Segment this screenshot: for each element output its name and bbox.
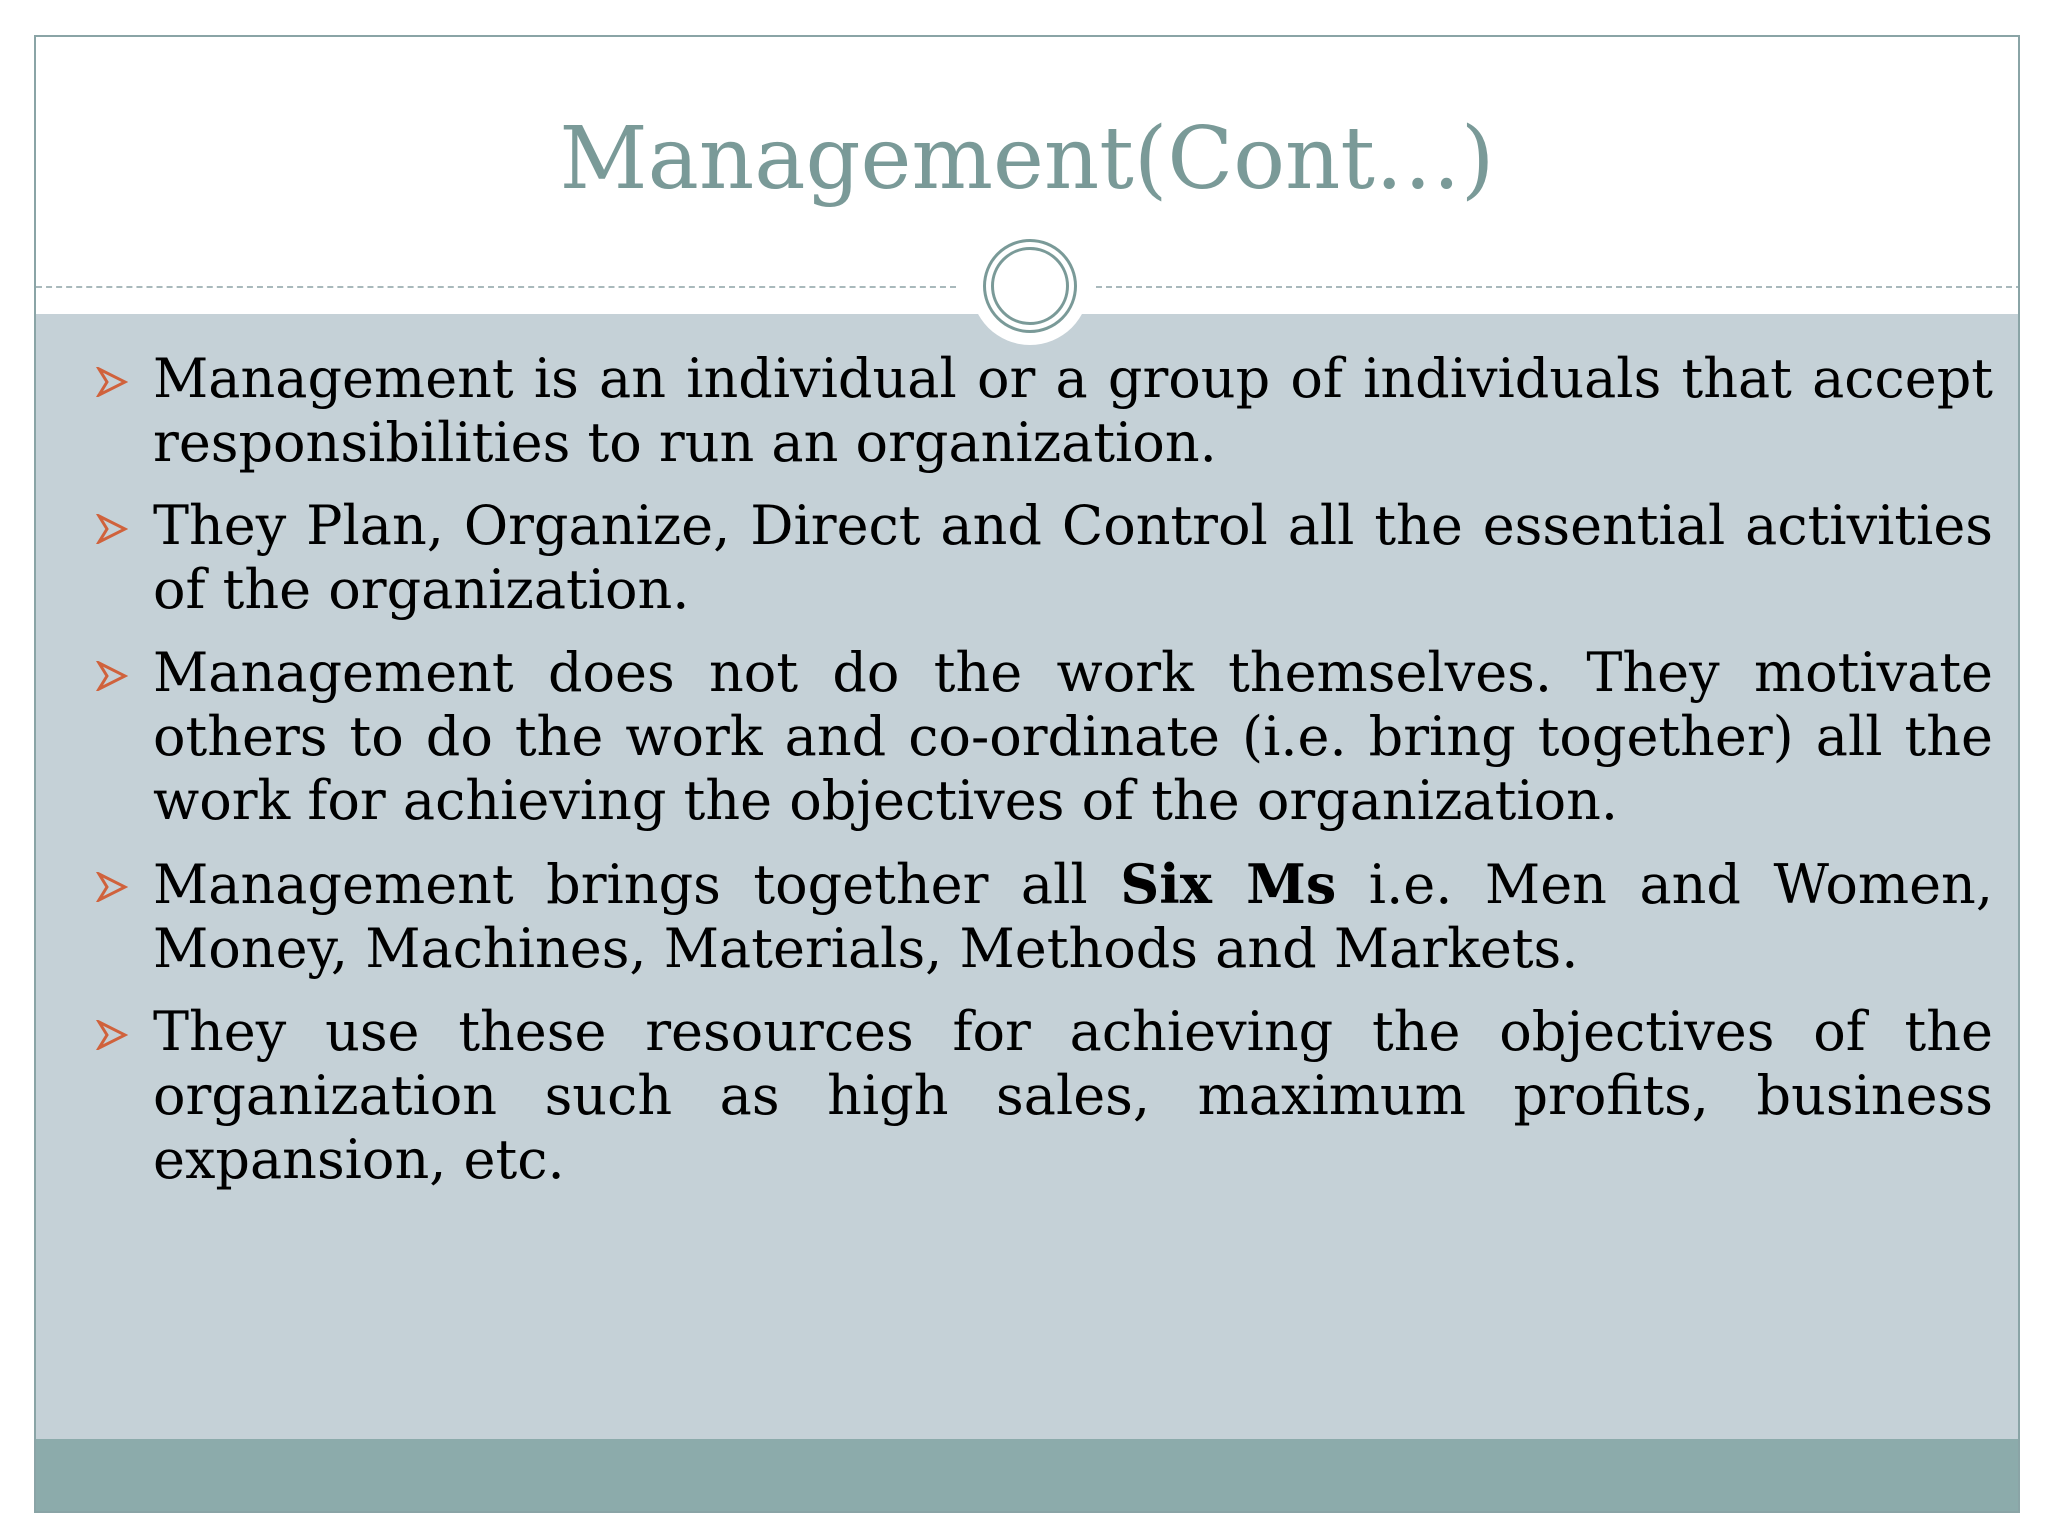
arrowhead-bullet-icon <box>96 367 128 397</box>
double-ring-icon <box>971 227 1089 345</box>
bullet-item <box>36 494 2018 622</box>
slide <box>34 35 2020 1513</box>
slide-title: Management(Cont…) <box>559 109 1495 209</box>
bullet-item <box>36 852 2018 981</box>
bullet-text: They Plan, Organize, Direct and Control all the essential activities of the organization. <box>153 494 1993 621</box>
bullet-text <box>153 852 1993 981</box>
inner-ring <box>991 247 1069 325</box>
arrowhead-bullet-icon <box>96 1020 128 1050</box>
bullet-text: Management does not do the work themselves. They motivate others to do the work and co-ordinate (i.e. bring together) all the work for achieving the objectives of the organization. <box>153 641 1993 832</box>
title-divider-left <box>36 286 956 288</box>
bullet-text: Management is an individual or a group of individuals that accept responsibilities to run an organization. <box>153 347 1993 474</box>
arrowhead-bullet-icon <box>96 872 128 902</box>
arrowhead-bullet-icon <box>96 514 128 544</box>
bullet-text-end: i.e. Men and Women, Money, Machines, Materials, Methods and Markets. <box>153 853 1993 980</box>
footer-band <box>36 1439 2018 1513</box>
title-divider-right <box>1096 286 2020 288</box>
bullet-item <box>36 641 2018 833</box>
bullet-text: They use these resources for achieving the objectives of the organization such as high sales, maximum profits, business expansion, etc. <box>153 1000 1993 1191</box>
six-ms-emphasis: Six Ms <box>1120 852 1337 916</box>
arrowhead-bullet-icon <box>96 661 128 691</box>
bullet-item <box>36 1000 2018 1192</box>
bullet-item <box>36 347 2018 475</box>
bullet-text-start: Management brings together all <box>153 853 1121 916</box>
bullet-list <box>36 347 2018 1211</box>
